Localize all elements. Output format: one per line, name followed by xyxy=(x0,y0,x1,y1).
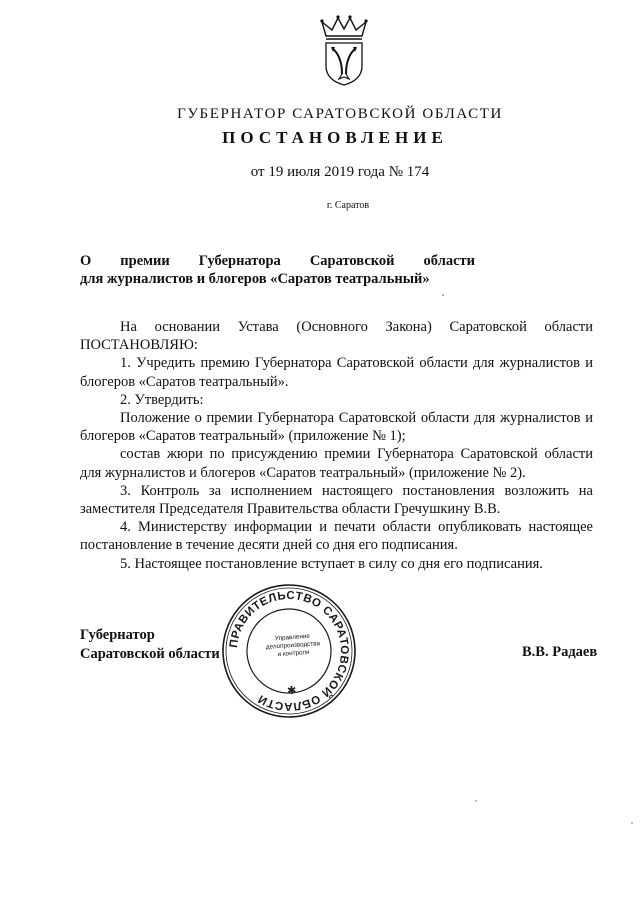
svg-text:✱: ✱ xyxy=(286,683,297,698)
document-date-number: от 19 июля 2019 года № 174 xyxy=(250,164,430,180)
coat-of-arms-icon xyxy=(314,14,374,86)
signatory-name: В.В. Радаев xyxy=(522,644,598,660)
document-type: ПОСТАНОВЛЕНИЕ xyxy=(222,128,448,147)
preamble-line-1: На основании Устава (Основного Закона) Саратовской области xyxy=(120,319,593,335)
document-body xyxy=(80,318,593,573)
signatory-position-line-2: Саратовской области xyxy=(80,646,220,662)
clause-4: 4. Министерству информации и печати области опубликовать настоящее постановление в течение десяти дней со дня его подписания. xyxy=(80,519,593,554)
preamble-line-2: ПОСТАНОВЛЯЮ: xyxy=(80,337,198,354)
clause-5: 5. Настоящее постановление вступает в силу со дня его подписания. xyxy=(120,555,543,572)
clause-2a: Положение о премии Губернатора Саратовской области для журналистов и блогеров «Саратов театральный» (приложение № 1); xyxy=(80,410,593,445)
clause-2: 2. Утвердить: xyxy=(120,391,204,408)
title-line-1: О премии Губернатора Саратовской области xyxy=(80,253,475,269)
document-city: г. Саратов xyxy=(326,200,370,211)
seal-inner-line-2: делопроизводства xyxy=(265,640,321,651)
title-line-2: для журналистов и блогеров «Саратов театральный» xyxy=(80,271,430,287)
seal-inner-text xyxy=(257,632,329,661)
clause-1: 1. Учредить премию Губернатора Саратовской области для журналистов и блогеров «Саратов театральный». xyxy=(80,355,593,390)
seal-ring-text: ПРАВИТЕЛЬСТВО САРАТОВСКОЙ ОБЛАСТИ xyxy=(227,589,351,713)
seal-inner-line-3: и контроля xyxy=(277,648,310,659)
signatory-position-line-1: Губернатор xyxy=(80,627,155,643)
document-title xyxy=(80,252,475,288)
seal-inner-line-1: Управление xyxy=(274,632,311,643)
signatory-position xyxy=(80,626,220,664)
clause-2b: состав жюри по присуждению премии Губернатора Саратовской области для журналистов и блогеров «Саратов театральный» (приложение № 2). xyxy=(80,446,593,481)
clause-3: 3. Контроль за исполнением настоящего постановления возложить на заместителя Председателя Правительства области Гречушкину В.В. xyxy=(80,482,593,518)
issuing-authority: ГУБЕРНАТОР САРАТОВСКОЙ ОБЛАСТИ xyxy=(177,106,503,122)
